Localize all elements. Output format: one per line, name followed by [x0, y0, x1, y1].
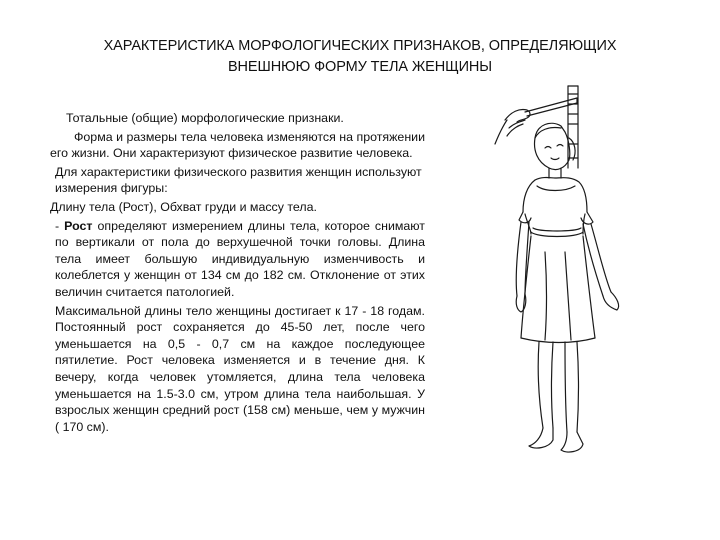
skirt	[521, 236, 595, 343]
title-line-1: ХАРАКТЕРИСТИКА МОРФОЛОГИЧЕСКИХ ПРИЗНАКОВ, ОПРЕДЕЛЯЮЩИХ	[103, 38, 617, 54]
measuring-bar	[525, 98, 577, 116]
legs	[538, 342, 578, 432]
dash-prefix: -	[55, 218, 65, 233]
measuring-hand	[495, 109, 530, 144]
title-line-2: ВНЕШНЮЮ ФОРМУ ТЕЛА ЖЕНЩИНЫ	[227, 59, 493, 75]
height-description: определяют измерением длины тела, которое снимают по вертикали от пола до верхушечной точки головы. Длина тела имеет большую индивидуальную изменчивость и колеблется у женщин от 134 см до 182 см. Отклонение от этих величин считается патологией.	[55, 218, 425, 299]
paragraph-total-features: Тотальные (общие) морфологические признаки.	[66, 111, 344, 125]
feet	[529, 428, 583, 452]
woman-height-measurement-illustration	[465, 82, 655, 460]
paragraph-height	[50, 218, 425, 301]
dress-bodice	[523, 178, 587, 237]
term-height: Рост	[64, 218, 93, 233]
paragraph-max-height: Максимальной длины тело женщины достигает к 17 - 18 годам. Постоянный рост сохраняется до 45-50 лет, после чего уменьшается на 0,5 - 0,7 см на каждое последующее пятилетие. Рост человека изменяется и в течение дня. К вечеру, когда человек утомляется, длина тела человека уменьшается на 1.5-3.0 см, утром длина тела наибольшая. У взрослых женщин средний рост (158 см) меньше, чем у мужчин ( 170 см).	[55, 303, 425, 434]
page-title	[60, 36, 660, 78]
head	[535, 123, 576, 169]
sleeves	[519, 212, 593, 224]
text-body	[50, 110, 425, 437]
woman-figure-icon	[465, 82, 655, 460]
paragraph-measurements: Для характеристики физического развития женщин используют измерения фигуры:	[55, 164, 422, 196]
paragraph-measure-list: Длину тела (Рост), Обхват груди и массу тела.	[50, 199, 317, 214]
paragraph-form-size: Форма и размеры тела человека изменяются на протяжении его жизни. Они характеризуют физическое развитие человека.	[50, 129, 425, 161]
arms	[516, 222, 618, 312]
